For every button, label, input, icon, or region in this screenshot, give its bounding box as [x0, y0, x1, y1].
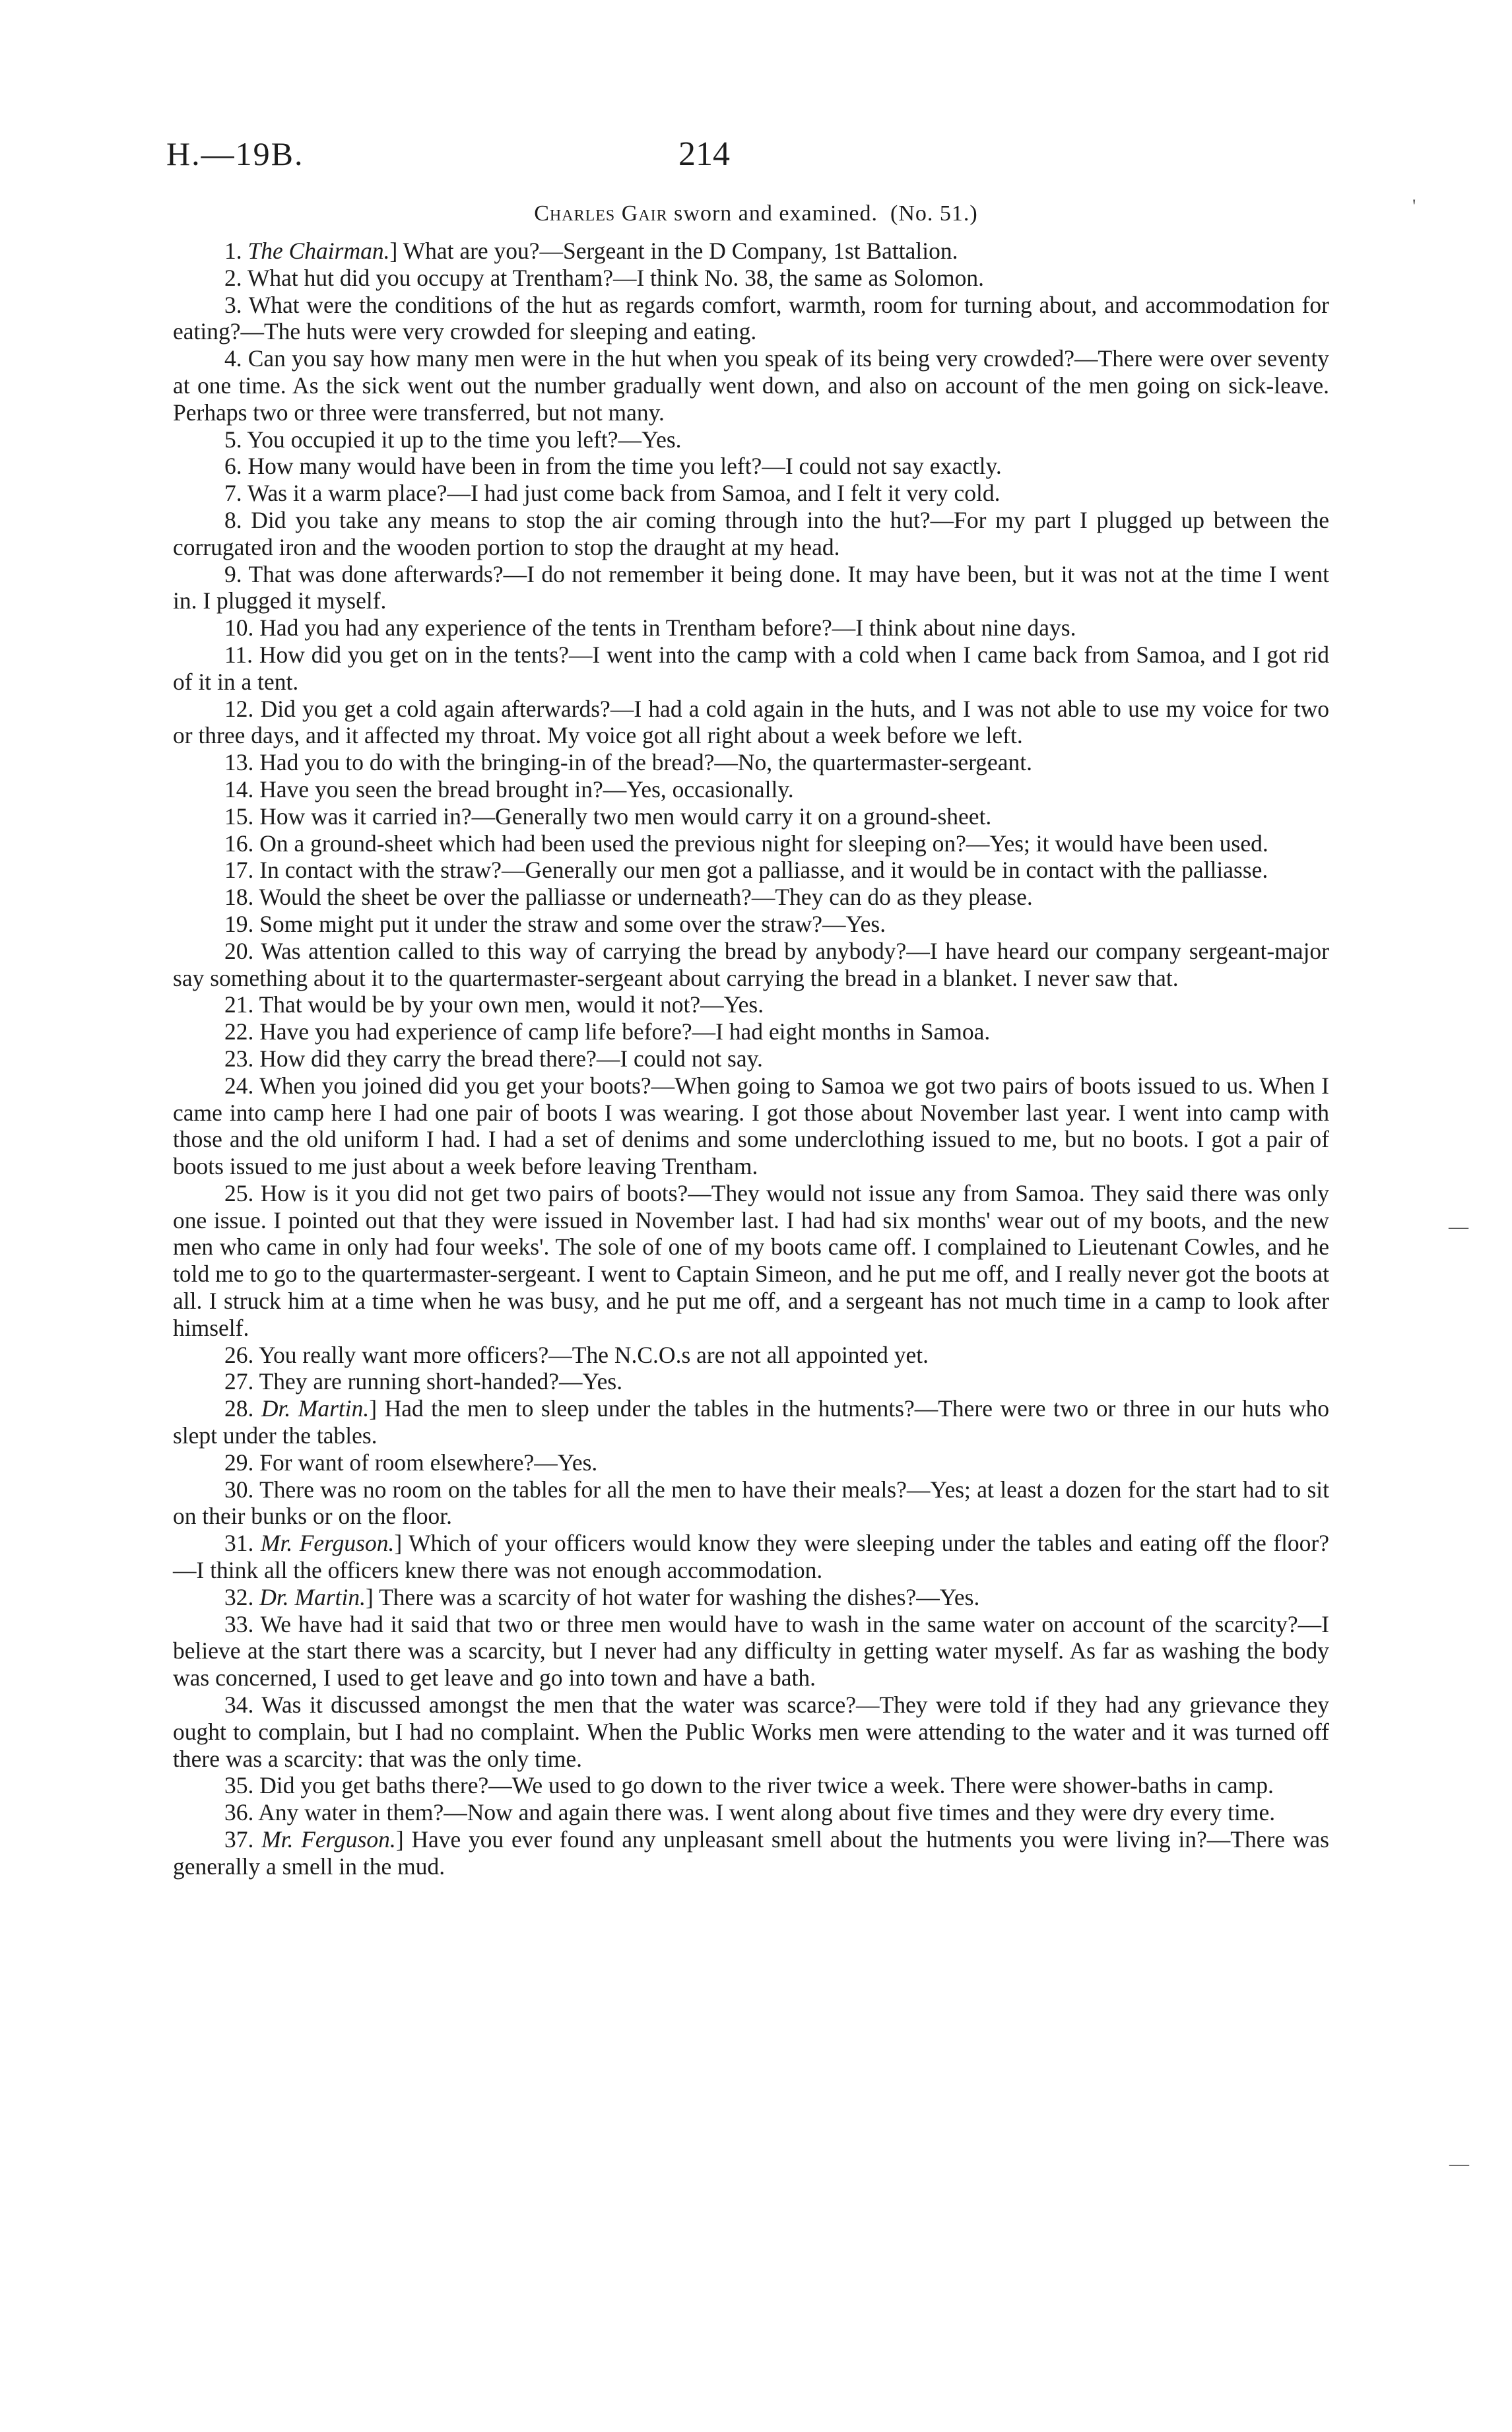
entry-number: 20. [224, 937, 254, 964]
entry-text: How is it you did not get two pairs of boots?—They would not issue any from Samoa. They said there was only one issue. I pointed out that they were issued in November last. I had had six months' wear out of my boots, and the new men who came in only had four weeks'. The sole of one of my boots came off. I complained to Lieutenant Cowles, and he told me to go to the quartermaster-sergeant. I went to Captain Simeon, and he put me off, and I really never got the boots at all. I struck him at a time when he was busy, and he put me off, and a sergeant has not much time in a camp to look after himself. [173, 1179, 1330, 1341]
entry-text: Did you get baths there?—We used to go down to the river twice a week. There were shower-baths in camp. [259, 1772, 1274, 1799]
entry-number: 28. [224, 1395, 254, 1422]
document-reference: H.—19B. [166, 135, 304, 172]
testimony-entry [173, 1611, 1329, 1692]
entry-number: 21. [224, 991, 254, 1018]
page-header [0, 135, 1512, 181]
entry-number: 5. [224, 426, 242, 453]
entry-number: 27. [224, 1368, 254, 1395]
witness-name: Charles Gair [534, 201, 668, 226]
entry-number: 7. [224, 480, 242, 507]
entry-number: 16. [224, 830, 254, 857]
speaker-name: Mr. Ferguson. [260, 1530, 395, 1557]
entry-number: 13. [224, 749, 254, 776]
entry-number: 8. [224, 506, 242, 533]
testimony-entry [173, 1072, 1329, 1180]
testimony-entry [173, 938, 1329, 992]
testimony-entry [173, 830, 1329, 857]
entry-number: 6. [224, 453, 242, 480]
entry-number: 23. [224, 1045, 254, 1072]
testimony-entry: 1. The Chairman.] What are you?—Sergeant in the D Company, 1st Battalion. [224, 238, 958, 264]
entry-text: Had the men to sleep under the tables in the hutments?—There were two or three in our huts who slept under the tables. [173, 1395, 1330, 1449]
entry-number: 22. [224, 1018, 254, 1045]
speaker-name: Dr. Martin. [261, 1395, 370, 1422]
page-number: 214 [678, 135, 730, 173]
entry-number: 18. [224, 884, 254, 911]
entry-number: 35. [224, 1772, 254, 1799]
entry-number: 31. [224, 1530, 254, 1557]
entry-text: Had you had any experience of the tents in Trentham before?—I think about nine days. [259, 614, 1076, 641]
speaker-name: Dr. Martin. [259, 1583, 366, 1610]
entry-text: How was it carried in?—Generally two men would carry it on a ground-sheet. [259, 803, 992, 830]
entry-number: 36. [224, 1799, 254, 1826]
entry-number: 24. [224, 1072, 254, 1099]
entry-number: 4. [224, 345, 242, 372]
entry-number: 10. [224, 614, 254, 641]
entry-text: There was no room on the tables for all the men to have their meals?—Yes; at least a dozen for the start had to sit on their bunks or on the floor. [173, 1476, 1330, 1530]
testimony-entry [173, 1692, 1329, 1772]
testimony-entry [173, 991, 1329, 1018]
entry-text: Have you seen the bread brought in?—Yes, occasionally. [259, 775, 794, 803]
entry-text: What were the conditions of the hut as regards comfort, warmth, room for turning about, and accommodation for eating?—The huts were very crowded for sleeping and eating. [173, 291, 1330, 345]
entry-text: They are running short-handed?—Yes. [259, 1368, 623, 1395]
speaker-name: Mr. Ferguson. [261, 1826, 396, 1853]
entry-text: Any water in them?—Now and again there was. I went along about five times and they were dry every time. [258, 1799, 1276, 1826]
testimony-entry: 32. Dr. Martin.] There was a scarcity of hot water for washing the dishes?—Yes. [224, 1583, 980, 1610]
entry-number: 37. [224, 1826, 254, 1853]
testimony-entry [173, 1368, 1329, 1395]
testimony-entry [173, 1180, 1329, 1342]
entry-number: 3. [224, 291, 242, 318]
testimony-entry [173, 292, 1329, 346]
testimony-entry [173, 453, 1329, 480]
entry-text: Have you had experience of camp life before?—I had eight months in Samoa. [259, 1018, 991, 1045]
testimony-entry: 31. Mr. Ferguson.] Which of your officers would know they were sleeping under the tables and eating off the floor?—I think all the officers knew there was not enough accommodation. [173, 1530, 1330, 1584]
testimony-entry [173, 426, 1329, 453]
entry-number: 19. [224, 910, 254, 937]
testimony-entry [173, 561, 1329, 615]
entry-text: How did they carry the bread there?—I could not say. [259, 1045, 763, 1072]
entry-number: 32. [224, 1583, 254, 1610]
testimony-entry [173, 857, 1329, 884]
entry-text: You occupied it up to the time you left?—Yes. [247, 426, 682, 453]
entry-text: Was it a warm place?—I had just come back from Samoa, and I felt it very cold. [247, 480, 1001, 507]
testimony-entry [173, 1449, 1329, 1476]
testimony-entry [173, 265, 1329, 292]
testimony-entry [173, 803, 1329, 830]
entry-number: 33. [224, 1610, 254, 1637]
testimony-entry [173, 749, 1329, 776]
entry-number: 12. [224, 695, 254, 722]
entry-text: Did you take any means to stop the air coming through into the hut?—For my part I plugged up between the corrugated iron and the wooden portion to stop the draught at my head. [173, 506, 1330, 560]
testimony-entry: 37. Mr. Ferguson.] Have you ever found any unpleasant smell about the hutments you were living in?—There was generally a smell in the mud. [173, 1826, 1329, 1880]
entry-number: 17. [224, 857, 254, 884]
entry-number: 15. [224, 803, 254, 830]
testimony-entry [173, 1799, 1329, 1826]
entry-text: Had you to do with the bringing-in of the bread?—No, the quartermaster-sergeant. [259, 749, 1033, 776]
entry-text: You really want more officers?—The N.C.O.s are not all appointed yet. [258, 1341, 929, 1368]
entry-text: How did you get on in the tents?—I went into the camp with a cold when I came back from Samoa, and I got rid of it in a tent. [173, 641, 1330, 695]
margin-mark: — [1449, 1216, 1468, 1237]
entry-text: That was done afterwards?—I do not remember it being done. It may have been, but it was not at the time I went in. I plugged it myself. [173, 560, 1329, 614]
testimony-entry [173, 1476, 1329, 1530]
entry-number: 26. [224, 1341, 254, 1368]
entry-text: How many would have been in from the time you left?—I could not say exactly. [247, 453, 1002, 480]
testimony-entry [173, 614, 1329, 641]
entry-text: In contact with the straw?—Generally our men got a palliasse, and it would be in contact with the palliasse. [259, 857, 1268, 884]
entry-text: Did you get a cold again afterwards?—I had a cold again in the huts, and I was not able to use my voice for two or three days, and it affected my throat. My voice got all right about a week before we left. [173, 695, 1330, 749]
entry-number: 34. [224, 1692, 254, 1719]
entry-number: 9. [224, 560, 242, 587]
testimony-body [173, 238, 1329, 1880]
testimony-entry [173, 1018, 1329, 1045]
entry-text: Some might put it under the straw and some over the straw?—Yes. [259, 910, 886, 937]
entry-text: Would the sheet be over the palliasse or underneath?—They can do as they please. [259, 884, 1033, 911]
testimony-entry [173, 1045, 1329, 1072]
testimony-entry [173, 1772, 1329, 1799]
witness-number: (No. 51.) [890, 201, 978, 226]
testimony-entry [173, 507, 1329, 561]
witness-heading [0, 201, 1512, 226]
testimony-entry [173, 641, 1329, 696]
entry-number: 25. [224, 1179, 254, 1206]
margin-mark: ' [1412, 195, 1416, 217]
testimony-entry: 28. Dr. Martin.] Had the men to sleep under the tables in the hutments?—There were two or three in our huts who slept under the tables. [173, 1395, 1330, 1449]
entry-number: 2. [224, 264, 242, 291]
entry-text: That would be by your own men, would it not?—Yes. [259, 991, 764, 1018]
entry-number: 11. [224, 641, 253, 668]
entry-text: Have you ever found any unpleasant smell about the hutments you were living in?—There was generally a smell in the mud. [173, 1826, 1329, 1880]
entry-text: On a ground-sheet which had been used the previous night for sleeping on?—Yes; it would have been used. [259, 830, 1268, 857]
entry-text: What are you?—Sergeant in the D Company, 1st Battalion. [403, 238, 958, 264]
witness-text: sworn and examined. [674, 201, 878, 226]
testimony-entry [173, 776, 1329, 803]
testimony-entry [173, 911, 1329, 938]
testimony-entry [173, 884, 1329, 911]
entry-text: Can you say how many men were in the hut when you speak of its being very crowded?—There were over seventy at one time. As the sick went out the number gradually went down, and also on account of the men going on sick-leave. Perhaps two or three were transferred, but not many. [173, 345, 1330, 426]
margin-mark: — [1449, 2153, 1469, 2175]
entry-text: For want of room elsewhere?—Yes. [259, 1449, 598, 1476]
entry-number: 1. [224, 238, 242, 264]
entry-text: There was a scarcity of hot water for washing the dishes?—Yes. [379, 1583, 980, 1610]
testimony-entry [173, 480, 1329, 507]
entry-number: 14. [224, 775, 254, 803]
entry-text: Which of your officers would know they were sleeping under the tables and eating off the floor?—I think all the officers knew there was not enough accommodation. [173, 1530, 1330, 1584]
entry-text: Was attention called to this way of carrying the bread by anybody?—I have heard our company sergeant-major say something about it to the quartermaster-sergeant about carrying the bread in a blanket. I never saw that. [173, 937, 1330, 991]
testimony-entry [173, 1342, 1329, 1369]
speaker-name: The Chairman. [247, 238, 390, 264]
entry-text: When you joined did you get your boots?—When going to Samoa we got two pairs of boots issued to us. When I came into camp here I had one pair of boots I was wearing. I got those about November last year. I went into camp with those and the old uniform I had. I had a set of denims and some underclothing issued to me, but no boots. I got a pair of boots issued to me just about a week before leaving Trentham. [173, 1072, 1330, 1180]
testimony-entry [173, 345, 1329, 426]
entry-text: We have had it said that two or three men would have to wash in the same water on account of the scarcity?—I believe at the start there was a scarcity, but I never had any difficulty in getting water myself. As far as washing the body was concerned, I used to get leave and go into town and have a bath. [173, 1610, 1330, 1692]
entry-text: What hut did you occupy at Trentham?—I think No. 38, the same as Solomon. [247, 264, 984, 291]
testimony-entry [173, 696, 1329, 750]
entry-number: 29. [224, 1449, 254, 1476]
entry-text: Was it discussed amongst the men that the water was scarce?—They were told if they had any grievance they ought to complain, but I had no complaint. When the Public Works men were attending to the water and it was turned off there was a scarcity: that was the only time. [173, 1692, 1329, 1772]
entry-number: 30. [224, 1476, 254, 1503]
